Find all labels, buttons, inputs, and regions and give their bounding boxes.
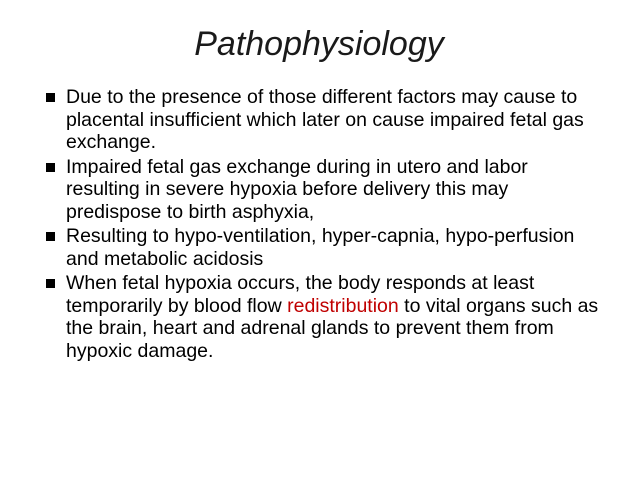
- square-bullet-icon: [46, 93, 55, 102]
- square-bullet-icon: [46, 163, 55, 172]
- bullet-text-before: When fetal hypoxia occurs, the body responds at least temporarily by blood flow: [66, 272, 535, 317]
- bullet-text: Impaired fetal gas exchange during in utero and labor resulting in severe hypoxia before delivery this may predispose to birth asphyxia,: [66, 155, 528, 223]
- bullet-item: [44, 225, 604, 270]
- bullet-item: [44, 86, 604, 154]
- bullet-item: [44, 272, 604, 362]
- bullet-list: [44, 86, 604, 364]
- square-bullet-icon: [46, 279, 55, 288]
- square-bullet-icon: [46, 232, 55, 241]
- highlighted-term: redistribution: [287, 294, 399, 317]
- bullet-item: [44, 156, 604, 224]
- bullet-text: Due to the presence of those different factors may cause to placental insufficient which later on cause impaired fetal gas exchange.: [66, 86, 584, 153]
- slide-title: Pathophysiology: [194, 25, 444, 63]
- bullet-text-after: to vital organs such as the brain, heart and adrenal glands to prevent them from hypoxic damage.: [66, 294, 599, 362]
- bullet-text: Resulting to hypo-ventilation, hyper-capnia, hypo-perfusion and metabolic acidosis: [66, 225, 575, 270]
